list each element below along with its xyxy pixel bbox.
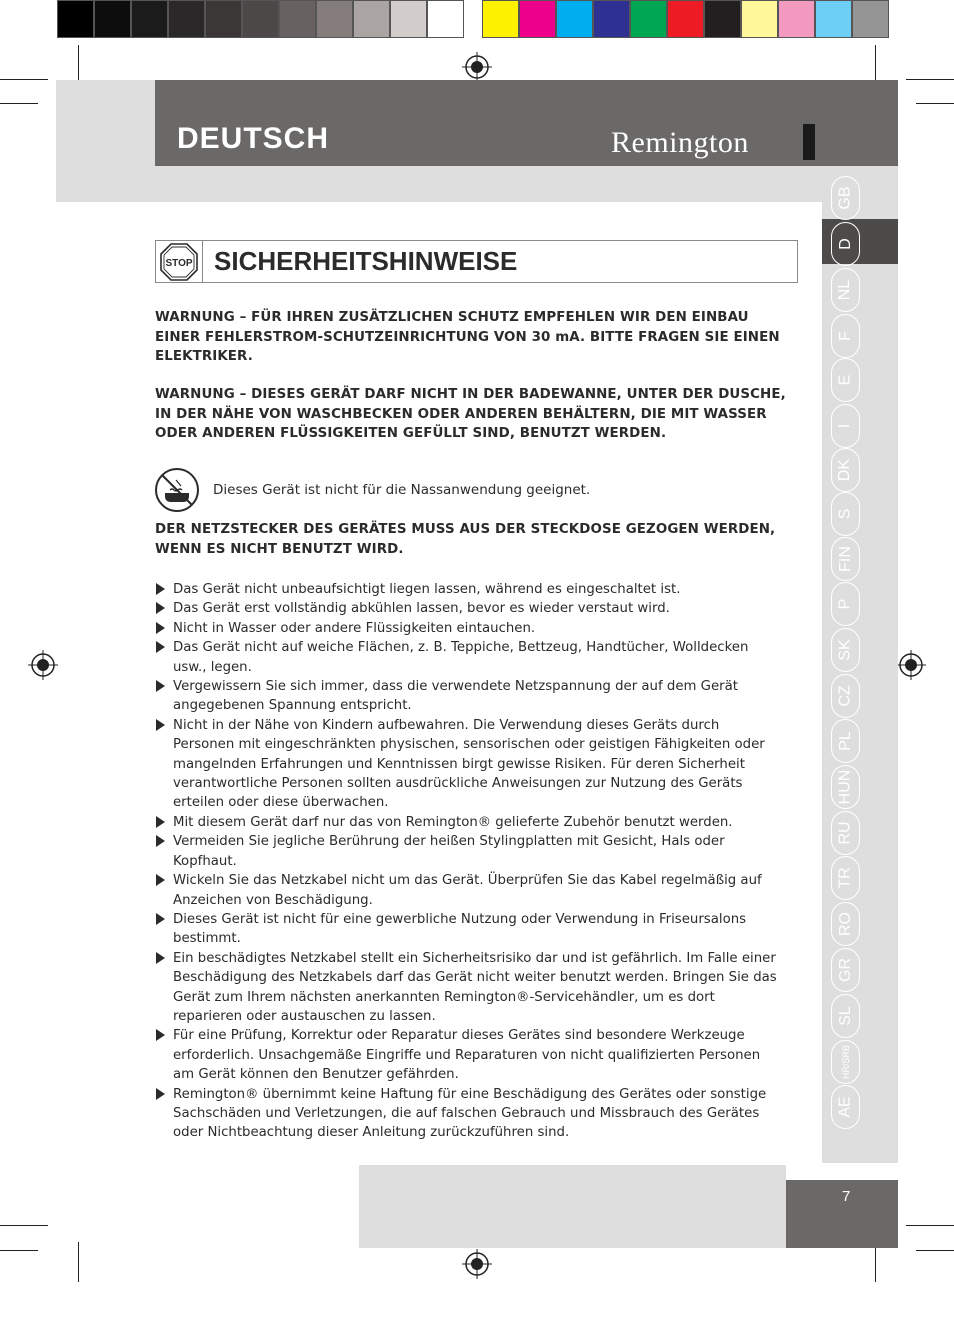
color-swatch	[815, 0, 852, 38]
color-swatch	[390, 0, 427, 38]
language-tab-ae[interactable]	[831, 1085, 860, 1129]
crop-mark	[0, 1250, 38, 1251]
crop-mark	[906, 1225, 954, 1226]
color-swatch	[519, 0, 556, 38]
language-tab-label: PL	[836, 731, 854, 751]
language-tab-label: E	[836, 374, 854, 386]
safety-item: Das Gerät nicht auf weiche Flächen, z. B. Teppiche, Bettzeug, Handtücher, Wolldecken usw., legen.	[155, 638, 780, 677]
language-tab-label: F	[836, 331, 854, 341]
brand-logo: Remington	[611, 126, 749, 159]
safety-list	[155, 580, 780, 1143]
language-tab-tr[interactable]	[831, 856, 860, 900]
color-swatch	[852, 0, 889, 38]
stop-icon	[160, 243, 198, 281]
language-tab-pl[interactable]	[831, 719, 860, 763]
language-tab-e[interactable]	[831, 358, 860, 402]
no-bath-icon	[154, 467, 200, 513]
stop-icon-label: STOP	[165, 257, 193, 269]
color-swatch	[57, 0, 94, 38]
safety-item: Das Gerät nicht unbeaufsichtigt liegen lassen, während es eingeschaltet ist.	[155, 580, 780, 599]
brand-logo-bar	[803, 124, 815, 160]
language-tab-label: I	[836, 423, 854, 429]
language-tab-i[interactable]	[831, 404, 860, 448]
language-tab-label: S	[836, 508, 854, 520]
language-tab-label: FIN	[836, 546, 854, 572]
language-tab-label: RO	[836, 912, 854, 936]
safety-item: Vergewissern Sie sich immer, dass die verwendete Netzspannung der auf dem Gerät angegebenen Spannung entspricht.	[155, 677, 780, 716]
language-tab-label: RU	[836, 821, 854, 845]
color-swatch	[168, 0, 205, 38]
language-tab-label: HR/SRB	[840, 1044, 851, 1080]
color-swatch	[427, 0, 464, 38]
footer-gray-block	[359, 1165, 786, 1248]
page-header	[155, 80, 898, 166]
language-tab-s[interactable]	[831, 492, 860, 536]
safety-item: Dieses Gerät ist nicht für eine gewerbliche Nutzung oder Verwendung in Friseursalons bestimmt.	[155, 910, 780, 949]
language-tab-gb[interactable]	[831, 176, 860, 220]
safety-item: Ein beschädigtes Netzkabel stellt ein Sicherheitsrisiko dar und ist gefährlich. Im Falle einer Beschädigung des Netzkabels darf das Gerät nicht weiter benutzt werden. Bringen Sie das Gerät zum Ihrem nächsten anerkannten Remington®-Servicehändler, um es dort reparieren oder austauschen zu lassen.	[155, 949, 780, 1027]
language-tab-f[interactable]	[831, 314, 860, 358]
color-swatch	[353, 0, 390, 38]
language-tab-label: SL	[836, 1006, 854, 1026]
safety-item: Für eine Prüfung, Korrektur oder Reparatur dieses Gerätes sind besondere Werkzeuge erforderlich. Unsachgemäße Eingriffe und Reparaturen von nicht qualifizierten Personen am Gerät können den Benutzer gefährden.	[155, 1026, 780, 1084]
language-tabs	[822, 166, 898, 1163]
language-tab-label: SK	[836, 639, 854, 661]
language-tab-cz[interactable]	[831, 674, 860, 718]
language-tab-nl[interactable]	[831, 268, 860, 312]
safety-item: Wickeln Sie das Netzkabel nicht um das Gerät. Überprüfen Sie das Kabel regelmäßig auf Anzeichen von Beschädigung.	[155, 871, 780, 910]
section-title: SICHERHEITSHINWEISE	[214, 246, 518, 276]
color-swatch	[205, 0, 242, 38]
language-tab-label: DK	[836, 458, 854, 482]
registration-mark-icon	[462, 52, 492, 82]
language-tab-label: GR	[836, 958, 854, 982]
crop-mark	[0, 103, 38, 104]
page-number: 7	[842, 1188, 851, 1205]
crop-mark	[0, 79, 48, 80]
wet-use-notice: Dieses Gerät ist nicht für die Nassanwendung geeignet.	[213, 482, 591, 498]
language-tab-d[interactable]	[831, 222, 860, 266]
color-swatch	[556, 0, 593, 38]
language-tab-dk[interactable]	[831, 448, 860, 492]
stop-icon-cell	[156, 241, 203, 282]
crop-mark	[875, 1242, 876, 1282]
warning-unplug: DER NETZSTECKER DES GERÄTES MUSS AUS DER STECKDOSE GEZOGEN WERDEN, WENN ES NICHT BENUTZT WIRD.	[155, 522, 776, 557]
page-gray-frame	[56, 80, 155, 202]
color-swatch	[316, 0, 353, 38]
language-tab-ro[interactable]	[831, 902, 860, 946]
language-tab-p[interactable]	[831, 582, 860, 626]
page-number-box	[786, 1180, 898, 1248]
color-swatch	[94, 0, 131, 38]
color-swatch	[593, 0, 630, 38]
language-tab-hr-srb[interactable]	[831, 1040, 860, 1084]
crop-mark	[0, 1225, 48, 1226]
color-swatch	[667, 0, 704, 38]
color-swatch	[131, 0, 168, 38]
crop-mark	[78, 1242, 79, 1282]
warning-rcd: WARNUNG – FÜR IHREN ZUSÄTZLICHEN SCHUTZ EMPFEHLEN WIR DEN EINBAU EINER FEHLERSTROM-SCHUTZEINRICHTUNG VON 30 mA. BITTE FRAGEN SIE EINEN ELEKTRIKER.	[155, 310, 780, 364]
language-tab-label: NL	[836, 279, 854, 301]
language-tab-fin[interactable]	[831, 537, 860, 581]
color-swatch	[242, 0, 279, 38]
safety-item: Vermeiden Sie jegliche Berührung der heißen Stylingplatten mit Gesicht, Hals oder Kopfhaut.	[155, 832, 780, 871]
language-tab-label: TR	[836, 867, 854, 889]
language-tab-label: P	[836, 598, 854, 610]
warning-water: WARNUNG – DIESES GERÄT DARF NICHT IN DER BADEWANNE, UNTER DER DUSCHE, IN DER NÄHE VON WASCHBECKEN ODER ANDEREN BEHÄLTERN, DIE MIT WASSER ODER ANDEREN FLÜSSIGKEITEN GEFÜLLT SIND, BENUTZT WERDEN.	[155, 387, 786, 441]
color-swatch	[741, 0, 778, 38]
crop-mark	[916, 103, 954, 104]
language-tab-sl[interactable]	[831, 994, 860, 1038]
color-swatch	[778, 0, 815, 38]
gray-color-bar	[57, 0, 464, 38]
color-swatch	[279, 0, 316, 38]
crop-mark	[906, 79, 954, 80]
safety-item: Remington® übernimmt keine Haftung für eine Beschädigung des Gerätes oder sonstige Sachschäden und Verletzungen, die auf falschen Gebrauch und Missbrauch des Gerätes oder Nichtbeachtung dieser Anleitung zurückzuführen sind.	[155, 1085, 780, 1143]
color-swatch	[704, 0, 741, 38]
crop-mark	[916, 1250, 954, 1251]
language-tab-label: HUN	[836, 769, 854, 805]
color-swatch	[630, 0, 667, 38]
language-tab-label: GB	[836, 186, 854, 210]
process-color-bar	[482, 0, 889, 38]
safety-item: Das Gerät erst vollständig abkühlen lassen, bevor es wieder verstaut wird.	[155, 599, 780, 618]
language-tab-sk[interactable]	[831, 628, 860, 672]
registration-mark-icon	[28, 650, 58, 680]
language-tab-gr[interactable]	[831, 948, 860, 992]
language-heading: DEUTSCH	[177, 122, 330, 155]
safety-item: Nicht in der Nähe von Kindern aufbewahren. Die Verwendung dieses Geräts durch Personen mit eingeschränkten physischen, sensorischen oder geistigen Fähigkeiten oder mangelnden Erfahrungen und Kenntnissen birgt gewisse Risiken. Für deren Sicherheit verantwortliche Personen sollten ausdrückliche Anweisungen zur Nutzung des Geräts erteilen oder diese überwachen.	[155, 716, 780, 813]
language-tab-ru[interactable]	[831, 811, 860, 855]
registration-mark-icon	[462, 1249, 492, 1279]
color-swatch	[482, 0, 519, 38]
language-tab-label: D	[836, 238, 854, 250]
safety-item: Mit diesem Gerät darf nur das von Remington® gelieferte Zubehör benutzt werden.	[155, 813, 780, 832]
page-gray-frame	[155, 166, 822, 202]
section-header	[155, 240, 798, 283]
safety-item: Nicht in Wasser oder andere Flüssigkeiten eintauchen.	[155, 619, 780, 638]
language-tab-label: CZ	[836, 685, 854, 707]
language-tab-hun[interactable]	[831, 765, 860, 809]
language-tab-label: AE	[836, 1096, 854, 1118]
registration-mark-icon	[896, 650, 926, 680]
